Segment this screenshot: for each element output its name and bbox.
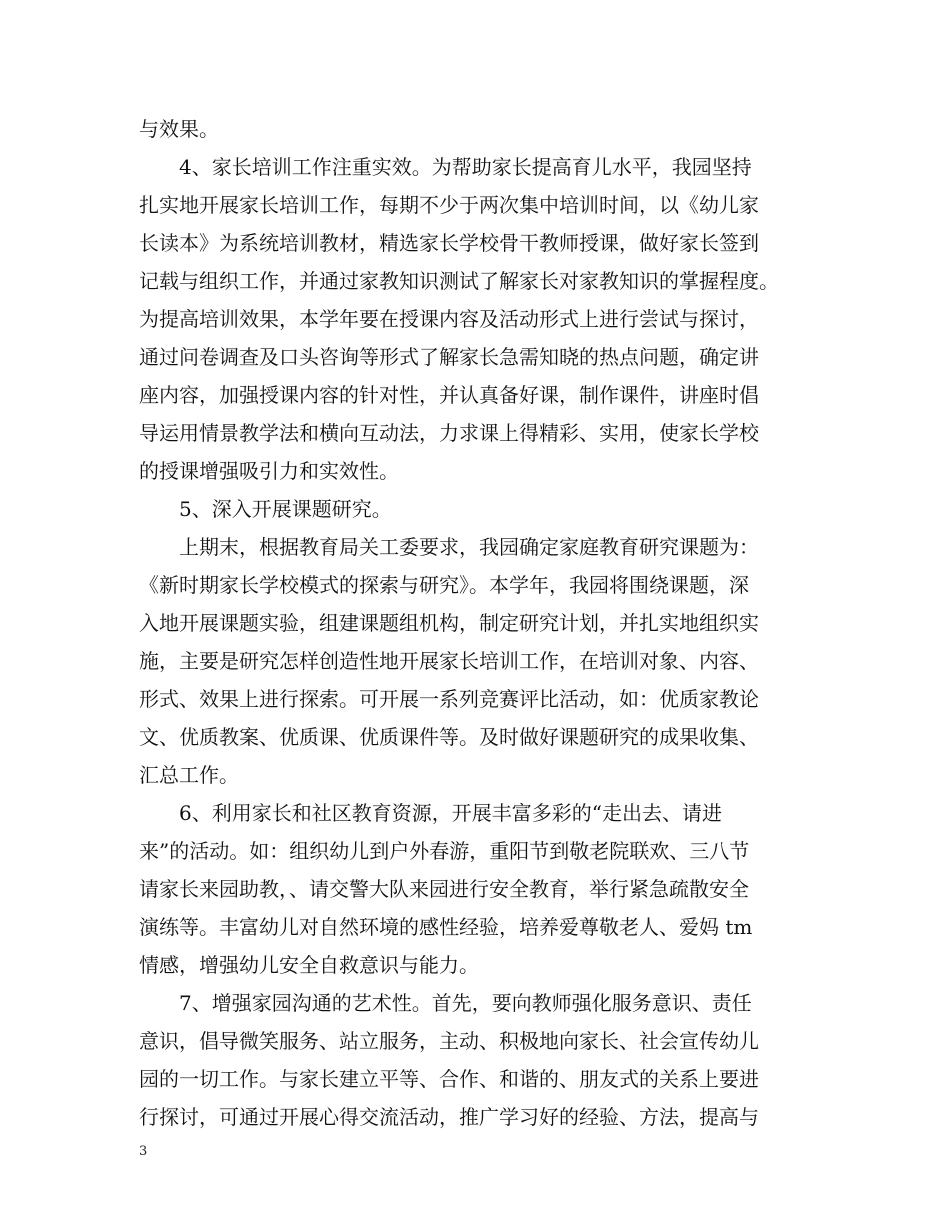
text-line: 来”的活动。如：组织幼儿到户外春游，重阳节到敬老院联欢、三八节 — [139, 839, 750, 863]
text-line: 记载与组织工作，并通过家教知识测试了解家长对家教知识的掌握程度。 — [139, 269, 779, 293]
text-line: 入地开展课题实验，组建课题组机构，制定研究计划，并扎实地组织实 — [139, 611, 759, 635]
text-line: 意识，倡导微笑服务、站立服务，主动、积极地向家长、社会宣传幼儿 — [139, 1029, 759, 1053]
text-line: 文、优质教案、优质课、优质课件等。及时做好课题研究的成果收集、 — [139, 725, 759, 749]
text-line: 4、家长培训工作注重实效。为帮助家长提高育儿水平，我园坚持 — [179, 155, 752, 179]
text-line: 导运用情景教学法和横向互动法，力求课上得精彩、实用，使家长学校 — [139, 421, 759, 445]
text-line: 情感，增强幼儿安全自救意识与能力。 — [139, 953, 479, 977]
text-line: 行探讨，可通过开展心得交流活动，推广学习好的经验、方法，提高与 — [139, 1105, 759, 1129]
text-line: 通过问卷调查及口头咨询等形式了解家长急需知晓的热点问题，确定讲 — [139, 345, 759, 369]
text-line: 5、深入开展课题研究。 — [179, 497, 392, 521]
text-line: 长读本》为系统培训教材，精选家长学校骨干教师授课，做好家长签到 — [139, 231, 759, 255]
text-line: 形式、效果上进行探索。可开展一系列竞赛评比活动，如：优质家教论 — [139, 687, 759, 711]
text-line: 6、利用家长和社区教育资源，开展丰富多彩的“走出去、请进 — [179, 801, 722, 825]
body-text — [139, 110, 819, 1136]
page-number: 3 — [139, 1144, 148, 1159]
text-line: 《新时期家长学校模式的探索与研究》。本学年，我园将围绕课题，深 — [139, 573, 749, 597]
text-line: 请家长来园助教，、请交警大队来园进行安全教育，举行紧急疏散安全 — [139, 877, 749, 901]
text-line: 7、增强家园沟通的艺术性。首先，要向教师强化服务意识、责任 — [179, 991, 752, 1015]
text-line: 为提高培训效果，本学年要在授课内容及活动形式上进行尝试与探讨， — [139, 307, 759, 331]
text-line: 园的一切工作。与家长建立平等、合作、和谐的、朋友式的关系上要进 — [139, 1067, 759, 1091]
text-line: 座内容，加强授课内容的针对性，并认真备好课，制作课件，讲座时倡 — [139, 383, 759, 407]
text-line: 与效果。 — [139, 117, 219, 141]
text-line: 上期末，根据教育局关工委要求，我园确定家庭教育研究课题为： — [179, 535, 759, 559]
text-line: 扎实地开展家长培训工作，每期不少于两次集中培训时间，以《幼儿家 — [139, 193, 759, 217]
text-line: 汇总工作。 — [139, 763, 239, 787]
text-line: 的授课增强吸引力和实效性。 — [139, 459, 399, 483]
text-line: 施，主要是研究怎样创造性地开展家长培训工作，在培训对象、内容、 — [139, 649, 759, 673]
text-line: 演练等。丰富幼儿对自然环境的感性经验，培养爱尊敬老人、爱妈 tm — [139, 915, 753, 939]
